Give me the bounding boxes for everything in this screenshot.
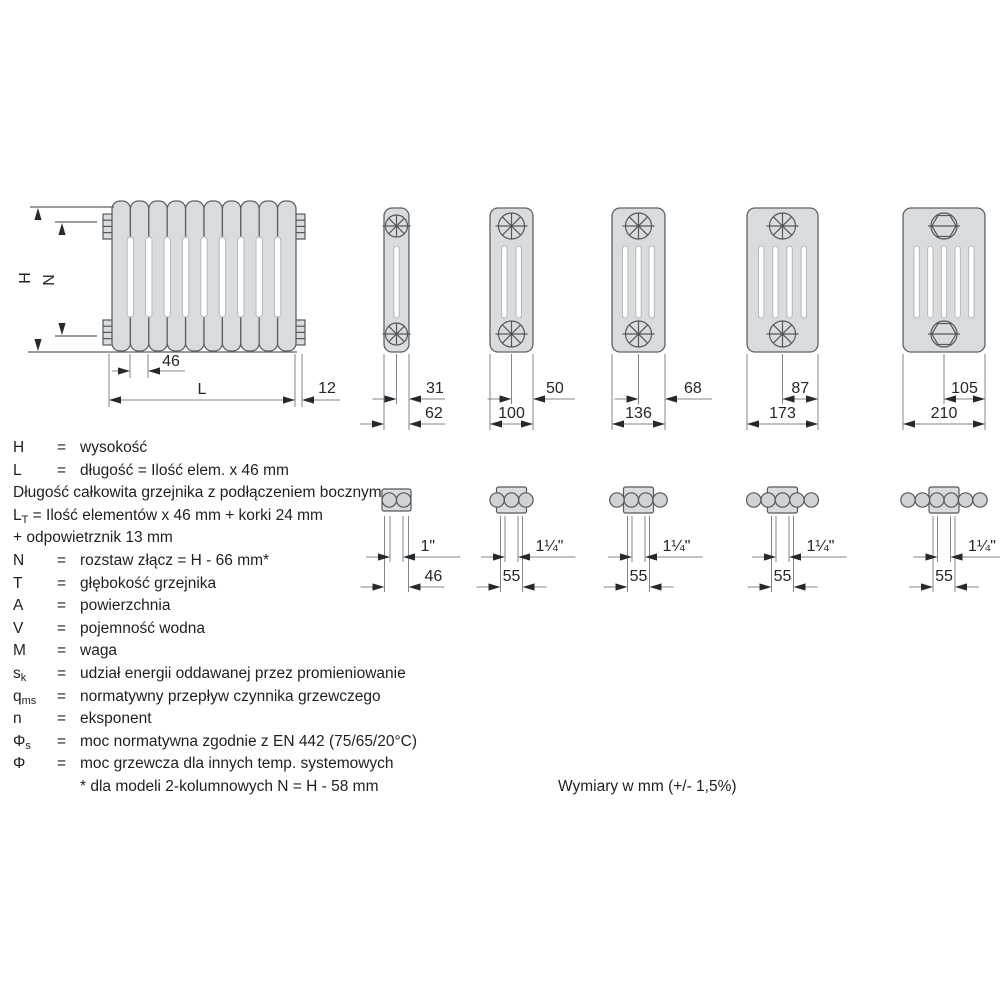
element-gap bbox=[274, 237, 280, 317]
legend-symbol-cell bbox=[13, 708, 57, 731]
column-pipe bbox=[804, 493, 818, 507]
radiator-side-view-2-column bbox=[360, 208, 445, 430]
legend-definition: moc normatywna zgodnie z EN 442 (75/65/20°C) bbox=[80, 732, 418, 750]
legend-symbol: Φ bbox=[13, 732, 26, 750]
dim-arrow bbox=[903, 420, 915, 427]
legend-text: * dla modeli 2-kolumnowych N = H - 58 mm bbox=[80, 777, 379, 795]
legend-row bbox=[13, 663, 653, 686]
column-slot bbox=[928, 246, 933, 318]
legend-text: Długość całkowita grzejnika z podłączeniem bocznym bbox=[13, 484, 382, 502]
legend-equals: = bbox=[57, 642, 67, 660]
connection-pitch-label: 55 bbox=[629, 568, 648, 585]
dim-arrow bbox=[760, 583, 772, 590]
legend-equals: = bbox=[57, 732, 67, 750]
legend-equals: = bbox=[57, 439, 67, 456]
connection-pitch-label: 55 bbox=[502, 568, 521, 585]
legend-equals: = bbox=[57, 551, 67, 569]
connection-pitch-label: 55 bbox=[773, 568, 792, 585]
dim-arrow bbox=[533, 395, 545, 402]
legend-row bbox=[13, 573, 653, 596]
legend-definition: normatywny przepływ czynnika grzewczego bbox=[80, 687, 381, 705]
element-gap bbox=[164, 237, 170, 317]
radiator-side-view-3-column bbox=[488, 208, 576, 430]
connection-size-label: 1" bbox=[420, 538, 436, 555]
column-slot bbox=[787, 246, 792, 318]
legend-row bbox=[13, 550, 653, 573]
legend-equals: = bbox=[57, 687, 67, 705]
dim-label: 46 bbox=[424, 568, 443, 585]
dimensions-note: Wymiary w mm (+/- 1,5%) bbox=[558, 778, 737, 795]
legend-symbol: V bbox=[13, 619, 24, 637]
legend-symbol-cell bbox=[13, 753, 57, 776]
legend-row bbox=[13, 505, 653, 528]
dim-label: 68 bbox=[684, 380, 702, 397]
spacing-label: N bbox=[41, 274, 58, 286]
column-pipe bbox=[973, 493, 987, 507]
legend-row bbox=[13, 708, 653, 731]
dim-arrow bbox=[58, 323, 65, 335]
column-slot bbox=[394, 246, 399, 318]
element-gap bbox=[201, 237, 207, 317]
dim-arrow bbox=[951, 553, 963, 560]
element-gap bbox=[219, 237, 225, 317]
legend-row bbox=[13, 686, 653, 709]
dim-arrow bbox=[58, 223, 65, 235]
dim-arrow bbox=[627, 395, 639, 402]
dim-arrow bbox=[789, 553, 801, 560]
legend-symbol-cell bbox=[13, 686, 57, 709]
radiator-side-view-5-column bbox=[747, 208, 818, 430]
legend-symbol-cell bbox=[13, 731, 57, 754]
legend-row bbox=[13, 482, 653, 505]
legend-row bbox=[13, 618, 653, 641]
column-pipe bbox=[775, 493, 789, 507]
legend-equals: = bbox=[57, 461, 67, 479]
radiator-top-view-6-column bbox=[901, 487, 1000, 592]
dim-arrow bbox=[921, 583, 933, 590]
connection-size-label: 1¼" bbox=[535, 538, 564, 555]
legend-definition: moc grzewcza dla innych temp. systemowych bbox=[80, 755, 394, 773]
element-pitch-label: 46 bbox=[162, 353, 180, 370]
radiator-front-view bbox=[17, 201, 340, 407]
legend-symbol: A bbox=[13, 597, 24, 615]
dim-label: 50 bbox=[546, 380, 564, 397]
legend-row bbox=[13, 640, 653, 663]
dim-arrow bbox=[283, 396, 295, 403]
column-slot bbox=[955, 246, 960, 318]
legend-symbol-cell bbox=[13, 595, 57, 618]
column-slot bbox=[502, 246, 507, 318]
legend-definition: rozstaw złącz = H - 66 mm* bbox=[80, 551, 270, 569]
dim-arrow bbox=[764, 553, 776, 560]
column-pipe bbox=[901, 493, 915, 507]
column-pipe bbox=[915, 493, 929, 507]
legend-equals: = bbox=[57, 574, 67, 592]
legend-equals: = bbox=[57, 664, 67, 682]
element-gap bbox=[256, 237, 262, 317]
legend-text: = Ilość elementów x 46 mm + korki 24 mm bbox=[28, 506, 323, 524]
legend-row bbox=[13, 595, 653, 618]
dim-arrow bbox=[409, 420, 421, 427]
column-slot bbox=[914, 246, 919, 318]
connection-size-label: 1¼" bbox=[662, 538, 691, 555]
dim-arrow bbox=[747, 420, 759, 427]
dim-arrow bbox=[955, 583, 967, 590]
legend-definition: pojemność wodna bbox=[80, 619, 205, 637]
legend-equals: = bbox=[57, 755, 67, 773]
connection-pitch-label: 55 bbox=[935, 568, 953, 585]
dim-arrow bbox=[665, 395, 677, 402]
dim-arrow bbox=[118, 367, 130, 374]
legend-symbol-subscript: ms bbox=[21, 694, 37, 707]
column-slot bbox=[516, 246, 521, 318]
column-pipe bbox=[761, 493, 775, 507]
radiator-top-view-5-column bbox=[747, 487, 847, 592]
legend-row bbox=[13, 731, 653, 754]
column-pipe bbox=[790, 493, 804, 507]
legend-symbol: N bbox=[13, 551, 25, 569]
dim-label: 100 bbox=[498, 405, 525, 422]
column-pipe bbox=[747, 493, 761, 507]
legend-symbol-cell bbox=[13, 663, 57, 686]
legend-symbol: Φ bbox=[13, 755, 26, 773]
legend-definition: powierzchnia bbox=[80, 597, 171, 615]
column-slot bbox=[649, 246, 654, 318]
dim-arrow bbox=[806, 420, 818, 427]
legend-symbol-cell bbox=[13, 437, 57, 460]
dim-arrow bbox=[653, 420, 665, 427]
dim-arrow bbox=[973, 420, 985, 427]
dim-arrow bbox=[302, 396, 314, 403]
column-slot bbox=[941, 246, 946, 318]
connection-size-label: 1¼" bbox=[806, 538, 835, 555]
height-label: H bbox=[17, 272, 34, 284]
element-gap bbox=[238, 237, 244, 317]
column-slot bbox=[636, 246, 641, 318]
legend-definition: głębokość grzejnika bbox=[80, 574, 217, 592]
dim-label: L bbox=[197, 381, 207, 398]
connection-size-label: 1¼" bbox=[968, 538, 996, 555]
dim-arrow bbox=[612, 420, 624, 427]
column-pipe bbox=[653, 493, 667, 507]
legend-symbol: n bbox=[13, 710, 22, 728]
legend-symbol-cell bbox=[13, 460, 57, 483]
legend-symbol-subscript: k bbox=[20, 671, 27, 684]
legend-symbol-cell bbox=[13, 618, 57, 641]
element-gap bbox=[146, 237, 152, 317]
dim-label: 31 bbox=[426, 380, 444, 397]
end-offset-label: 12 bbox=[318, 380, 336, 397]
legend-text: + odpowietrznik 13 mm bbox=[13, 529, 173, 547]
legend-symbol-cell bbox=[13, 640, 57, 663]
dim-arrow bbox=[109, 396, 121, 403]
column-slot bbox=[969, 246, 974, 318]
legend-row bbox=[13, 776, 653, 799]
column-slot bbox=[773, 246, 778, 318]
legend-definition: waga bbox=[80, 642, 118, 660]
legend-definition: długość = Ilość elem. x 46 mm bbox=[80, 461, 289, 479]
legend-definition: wysokość bbox=[80, 439, 148, 456]
dim-arrow bbox=[148, 367, 160, 374]
dim-arrow bbox=[385, 395, 397, 402]
dim-arrow bbox=[34, 208, 41, 220]
column-pipe bbox=[930, 493, 944, 507]
column-slot bbox=[759, 246, 764, 318]
legend-definition: eksponent bbox=[80, 710, 152, 728]
legend-equals: = bbox=[57, 597, 67, 615]
legend-symbol: L bbox=[13, 461, 22, 479]
column-pipe bbox=[958, 493, 972, 507]
legend-row bbox=[13, 437, 653, 460]
element-gap bbox=[182, 237, 188, 317]
column-pipe bbox=[944, 493, 958, 507]
legend-block bbox=[13, 437, 653, 799]
legend-symbol-subscript: T bbox=[21, 513, 29, 526]
legend-equals: = bbox=[57, 710, 67, 728]
dim-label: 173 bbox=[769, 405, 796, 422]
legend-symbol: q bbox=[13, 687, 22, 705]
legend-symbol-cell bbox=[13, 573, 57, 596]
legend-symbol: T bbox=[13, 574, 23, 592]
radiator-side-view-4-column bbox=[612, 208, 712, 430]
legend-symbol-cell bbox=[13, 550, 57, 573]
legend-row bbox=[13, 753, 653, 776]
dim-arrow bbox=[926, 553, 938, 560]
legend-symbol: s bbox=[13, 664, 21, 682]
dim-label: 210 bbox=[930, 405, 958, 422]
dim-arrow bbox=[372, 420, 384, 427]
legend-equals: = bbox=[57, 619, 67, 637]
dim-arrow bbox=[409, 395, 421, 402]
legend-row bbox=[13, 527, 653, 550]
legend-symbol: M bbox=[13, 642, 26, 660]
legend-symbol: H bbox=[13, 439, 25, 456]
dim-label: 105 bbox=[951, 380, 978, 397]
dim-arrow bbox=[500, 395, 512, 402]
legend-row bbox=[13, 460, 653, 483]
legend-symbol-subscript: s bbox=[25, 739, 31, 752]
dim-arrow bbox=[34, 339, 41, 351]
radiator-side-view-6-column bbox=[903, 208, 985, 430]
legend-definition: udział energii oddawanej przez promieniowanie bbox=[80, 664, 406, 682]
column-slot bbox=[801, 246, 806, 318]
dim-label: 136 bbox=[625, 405, 652, 422]
dim-arrow bbox=[794, 583, 806, 590]
dim-label: 62 bbox=[425, 405, 443, 422]
column-slot bbox=[623, 246, 628, 318]
legend-symbol: L bbox=[13, 506, 22, 524]
element-gap bbox=[127, 237, 133, 317]
dim-label: 87 bbox=[791, 380, 810, 397]
